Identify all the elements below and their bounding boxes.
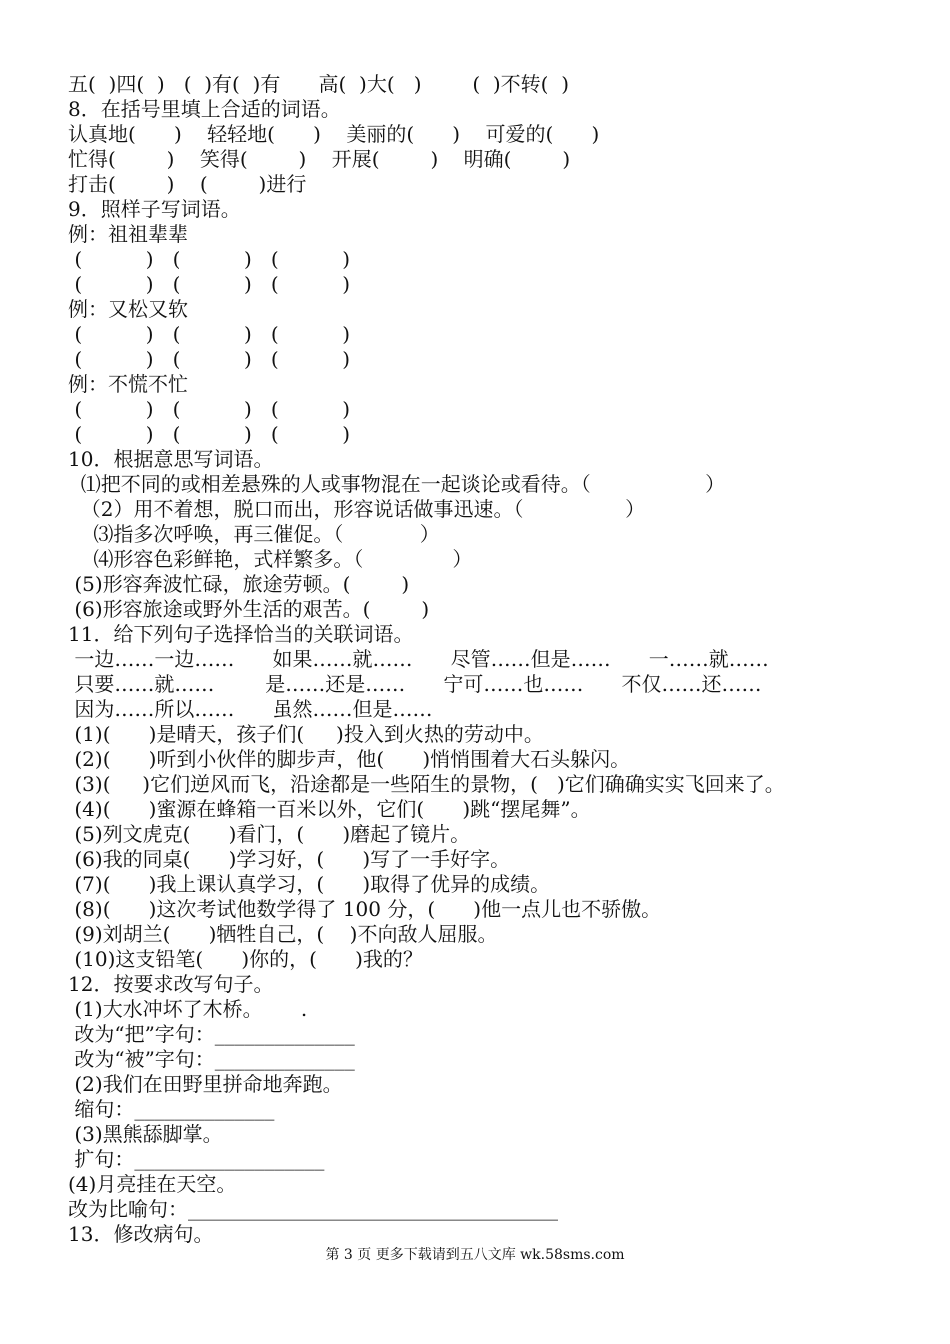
answer-line: 扩句：___________________: [68, 1147, 325, 1171]
text-line: (9)刘胡兰( )牺牲自己，( )不向敌人屈服。: [68, 922, 498, 946]
text-line: (4)月亮挂在天空。: [68, 1172, 237, 1196]
text-line: 忙得( ) 笑得( ) 开展( ) 明确( ): [68, 147, 571, 171]
blank-row: ( ) ( ) ( ): [68, 397, 351, 421]
question-10-heading: 10．根据意思写词语。: [68, 447, 274, 471]
answer-line: 缩句：______________: [68, 1097, 275, 1121]
text-line: (3)( )它们逆风而飞，沿途都是一些陌生的景物，( )它们确确实实飞回来了。: [68, 772, 785, 796]
answer-line: 改为“把”字句：______________: [68, 1022, 355, 1046]
text-line: (5)形容奔波忙碌，旅途劳顿。( ): [68, 572, 410, 596]
answer-line: 改为比喻句：_____________________________________: [68, 1197, 558, 1221]
text-line: (2)( )听到小伙伴的脚步声，他( )悄悄围着大石头躲闪。: [68, 747, 631, 771]
text-line: 认真地( ) 轻轻地( ) 美丽的( ) 可爱的( ): [68, 122, 600, 146]
question-8-heading: 8．在括号里填上合适的词语。: [68, 97, 341, 121]
text-line: (1)( )是晴天，孩子们( )投入到火热的劳动中。: [68, 722, 544, 746]
text-line: （2）用不着想，脱口而出，形容说话做事迅速。（ ）: [68, 497, 646, 521]
text-line: ⑶指多次呼唤，再三催促。（ ）: [68, 522, 440, 546]
text-line: (5)列文虎克( )看门，( )磨起了镜片。: [68, 822, 471, 846]
blank-row: ( ) ( ) ( ): [68, 272, 351, 296]
blank-row: ( ) ( ) ( ): [68, 422, 351, 446]
text-line: ⑴把不同的或相差悬殊的人或事物混在一起谈论或看待。（ ）: [68, 472, 726, 496]
question-9-heading: 9．照样子写词语。: [68, 197, 241, 221]
page-footer: 第 3 页 更多下载请到五八文库 wk.58sms.com: [325, 1247, 625, 1263]
example-line: 例：又松又软: [68, 297, 188, 321]
text-line: 五( )四( ) ( )有( )有 高( )大( ) ( )不转( ): [68, 72, 569, 96]
text-line: (6)形容旅途或野外生活的艰苦。( ): [68, 597, 430, 621]
example-line: 例：不慌不忙: [68, 372, 188, 396]
text-line: (1)大水冲坏了木桥。 .: [68, 997, 308, 1021]
text-line: (6)我的同桌( )学习好，( )写了一手好字。: [68, 847, 511, 871]
text-line: (4)( )蜜源在蜂箱一百米以外，它们( )跳“摆尾舞”。: [68, 797, 591, 821]
question-13-heading: 13．修改病句。: [68, 1222, 214, 1246]
text-line: (7)( )我上课认真学习，( )取得了优异的成绩。: [68, 872, 551, 896]
text-line: 打击( ) ( )进行: [68, 172, 307, 196]
example-line: 例：祖祖辈辈: [68, 222, 188, 246]
question-11-heading: 11．给下列句子选择恰当的关联词语。: [68, 622, 414, 646]
blank-row: ( ) ( ) ( ): [68, 347, 351, 371]
blank-row: ( ) ( ) ( ): [68, 322, 351, 346]
answer-line: 改为“被”字句：______________: [68, 1047, 355, 1071]
conjunction-options: 一边……一边…… 如果……就…… 尽管……但是…… 一……就……: [68, 647, 769, 671]
text-line: (8)( )这次考试他数学得了 100 分，( )他一点儿也不骄傲。: [68, 897, 662, 921]
text-line: (3)黑熊舔脚掌。: [68, 1122, 223, 1146]
text-line: (2)我们在田野里拼命地奔跑。: [68, 1072, 343, 1096]
blank-row: ( ) ( ) ( ): [68, 247, 351, 271]
text-line: (10)这支铅笔( )你的，( )我的？: [68, 947, 423, 971]
question-12-heading: 12．按要求改写句子。: [68, 972, 274, 996]
conjunction-options: 只要……就…… 是……还是…… 宁可……也…… 不仅……还……: [68, 672, 762, 696]
conjunction-options: 因为……所以…… 虽然……但是……: [68, 697, 433, 721]
text-line: ⑷形容色彩鲜艳，式样繁多。（ ）: [68, 547, 473, 571]
